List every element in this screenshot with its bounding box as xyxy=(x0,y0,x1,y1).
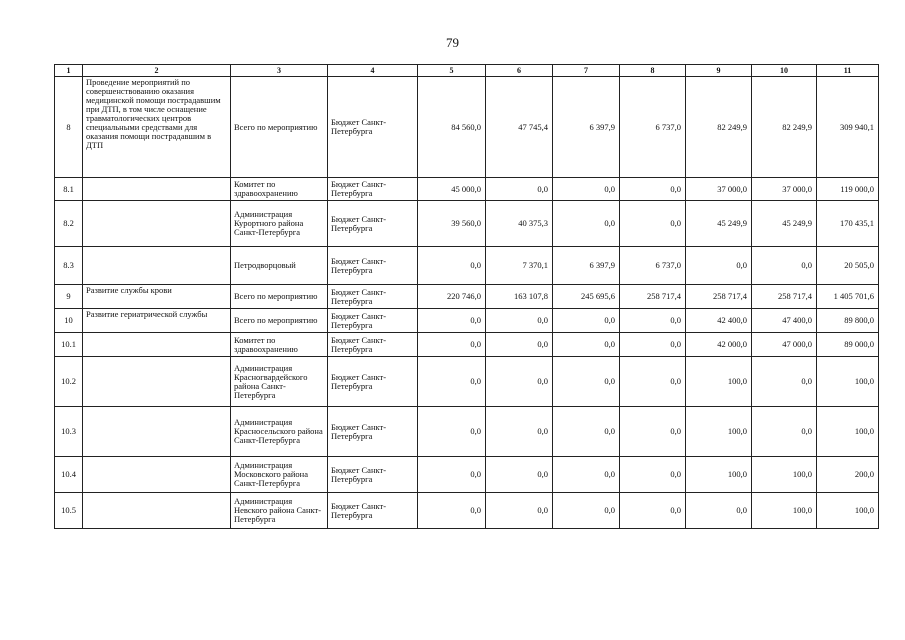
row-index-cell: 8.3 xyxy=(55,247,83,285)
funding-source-cell: Бюджет Санкт-Петербурга xyxy=(328,247,418,285)
value-cell: 0,0 xyxy=(418,309,486,333)
value-cell: 0,0 xyxy=(486,309,553,333)
header-cell: 7 xyxy=(553,65,620,77)
funding-source-cell: Бюджет Санкт-Петербурга xyxy=(328,201,418,247)
activity-name-cell xyxy=(83,407,231,457)
row-index-cell: 10.3 xyxy=(55,407,83,457)
value-cell: 6 397,9 xyxy=(553,247,620,285)
activity-name-cell: Развитие гериатрической службы xyxy=(83,309,231,333)
value-cell: 0,0 xyxy=(752,247,817,285)
activity-name-cell xyxy=(83,178,231,201)
value-cell: 0,0 xyxy=(620,333,686,357)
value-cell: 89 800,0 xyxy=(817,309,879,333)
activity-name-cell xyxy=(83,201,231,247)
activity-name-cell xyxy=(83,493,231,529)
value-cell: 47 000,0 xyxy=(752,333,817,357)
value-cell: 100,0 xyxy=(817,493,879,529)
table-body xyxy=(55,77,879,529)
header-cell: 8 xyxy=(620,65,686,77)
activity-name-cell: Проведение мероприятий по совершенствованию оказания медицинской помощи пострадавшим при ДТП, в том числе оснащение травматологических центров специальными средствами для оказания помощи пострадавшим в ДТП xyxy=(83,77,231,178)
value-cell: 258 717,4 xyxy=(620,285,686,309)
row-index-cell: 10.4 xyxy=(55,457,83,493)
value-cell: 42 400,0 xyxy=(686,309,752,333)
value-cell: 0,0 xyxy=(418,357,486,407)
funding-source-cell: Бюджет Санкт-Петербурга xyxy=(328,357,418,407)
table-row xyxy=(55,457,879,493)
executor-cell: Всего по мероприятию xyxy=(231,285,328,309)
value-cell: 163 107,8 xyxy=(486,285,553,309)
funding-source-cell: Бюджет Санкт-Петербурга xyxy=(328,285,418,309)
row-index-cell: 10.5 xyxy=(55,493,83,529)
value-cell: 200,0 xyxy=(817,457,879,493)
row-index-cell: 8.1 xyxy=(55,178,83,201)
value-cell: 100,0 xyxy=(686,457,752,493)
executor-cell: Комитет по здравоохранению xyxy=(231,178,328,201)
value-cell: 309 940,1 xyxy=(817,77,879,178)
table-row xyxy=(55,407,879,457)
header-cell: 9 xyxy=(686,65,752,77)
value-cell: 0,0 xyxy=(620,407,686,457)
value-cell: 47 745,4 xyxy=(486,77,553,178)
header-cell: 6 xyxy=(486,65,553,77)
value-cell: 0,0 xyxy=(620,493,686,529)
value-cell: 220 746,0 xyxy=(418,285,486,309)
value-cell: 100,0 xyxy=(686,357,752,407)
value-cell: 0,0 xyxy=(553,178,620,201)
executor-cell: Комитет по здравоохранению xyxy=(231,333,328,357)
value-cell: 0,0 xyxy=(486,457,553,493)
value-cell: 245 695,6 xyxy=(553,285,620,309)
table-row xyxy=(55,247,879,285)
funding-source-cell: Бюджет Санкт-Петербурга xyxy=(328,309,418,333)
executor-cell: Администрация Красногвардейского района Санкт-Петербурга xyxy=(231,357,328,407)
executor-cell: Администрация Московского района Санкт-Петербурга xyxy=(231,457,328,493)
funding-source-cell: Бюджет Санкт-Петербурга xyxy=(328,493,418,529)
funding-source-cell: Бюджет Санкт-Петербурга xyxy=(328,407,418,457)
value-cell: 0,0 xyxy=(418,333,486,357)
executor-cell: Администрация Красносельского района Санкт-Петербурга xyxy=(231,407,328,457)
value-cell: 0,0 xyxy=(553,333,620,357)
value-cell: 0,0 xyxy=(752,357,817,407)
executor-cell: Всего по мероприятию xyxy=(231,77,328,178)
value-cell: 39 560,0 xyxy=(418,201,486,247)
header-cell: 10 xyxy=(752,65,817,77)
value-cell: 45 249,9 xyxy=(686,201,752,247)
value-cell: 100,0 xyxy=(817,407,879,457)
value-cell: 258 717,4 xyxy=(752,285,817,309)
funding-source-cell: Бюджет Санкт-Петербурга xyxy=(328,333,418,357)
value-cell: 0,0 xyxy=(486,407,553,457)
value-cell: 258 717,4 xyxy=(686,285,752,309)
value-cell: 0,0 xyxy=(620,178,686,201)
value-cell: 100,0 xyxy=(817,357,879,407)
value-cell: 0,0 xyxy=(620,357,686,407)
value-cell: 47 400,0 xyxy=(752,309,817,333)
table-row xyxy=(55,178,879,201)
header-cell: 11 xyxy=(817,65,879,77)
page-number: 79 xyxy=(446,35,459,50)
value-cell: 82 249,9 xyxy=(752,77,817,178)
table-row xyxy=(55,493,879,529)
value-cell: 0,0 xyxy=(553,201,620,247)
value-cell: 0,0 xyxy=(553,357,620,407)
header-row xyxy=(55,65,879,77)
value-cell: 0,0 xyxy=(553,407,620,457)
value-cell: 40 375,3 xyxy=(486,201,553,247)
row-index-cell: 8.2 xyxy=(55,201,83,247)
value-cell: 6 737,0 xyxy=(620,247,686,285)
value-cell: 0,0 xyxy=(418,247,486,285)
row-index-cell: 8 xyxy=(55,77,83,178)
table-row xyxy=(55,333,879,357)
value-cell: 100,0 xyxy=(752,457,817,493)
value-cell: 20 505,0 xyxy=(817,247,879,285)
table-row xyxy=(55,77,879,178)
activity-name-cell: Развитие службы крови xyxy=(83,285,231,309)
header-cell: 3 xyxy=(231,65,328,77)
value-cell: 100,0 xyxy=(752,493,817,529)
value-cell: 6 397,9 xyxy=(553,77,620,178)
activity-name-cell xyxy=(83,357,231,407)
header-cell: 2 xyxy=(83,65,231,77)
value-cell: 0,0 xyxy=(620,309,686,333)
table-row xyxy=(55,357,879,407)
value-cell: 0,0 xyxy=(686,493,752,529)
value-cell: 119 000,0 xyxy=(817,178,879,201)
value-cell: 6 737,0 xyxy=(620,77,686,178)
value-cell: 1 405 701,6 xyxy=(817,285,879,309)
value-cell: 45 249,9 xyxy=(752,201,817,247)
budget-table xyxy=(54,64,879,529)
value-cell: 0,0 xyxy=(752,407,817,457)
row-index-cell: 9 xyxy=(55,285,83,309)
table-row xyxy=(55,201,879,247)
row-index-cell: 10.2 xyxy=(55,357,83,407)
activity-name-cell xyxy=(83,333,231,357)
executor-cell: Всего по мероприятию xyxy=(231,309,328,333)
table-row xyxy=(55,285,879,309)
value-cell: 37 000,0 xyxy=(752,178,817,201)
value-cell: 0,0 xyxy=(620,457,686,493)
row-index-cell: 10 xyxy=(55,309,83,333)
value-cell: 0,0 xyxy=(553,309,620,333)
value-cell: 89 000,0 xyxy=(817,333,879,357)
row-index-cell: 10.1 xyxy=(55,333,83,357)
value-cell: 45 000,0 xyxy=(418,178,486,201)
value-cell: 84 560,0 xyxy=(418,77,486,178)
header-cell: 1 xyxy=(55,65,83,77)
activity-name-cell xyxy=(83,247,231,285)
value-cell: 100,0 xyxy=(686,407,752,457)
funding-source-cell: Бюджет Санкт-Петербурга xyxy=(328,178,418,201)
value-cell: 7 370,1 xyxy=(486,247,553,285)
value-cell: 0,0 xyxy=(486,493,553,529)
value-cell: 0,0 xyxy=(418,407,486,457)
value-cell: 82 249,9 xyxy=(686,77,752,178)
funding-source-cell: Бюджет Санкт-Петербурга xyxy=(328,457,418,493)
value-cell: 170 435,1 xyxy=(817,201,879,247)
value-cell: 0,0 xyxy=(553,457,620,493)
funding-source-cell: Бюджет Санкт-Петербурга xyxy=(328,77,418,178)
value-cell: 0,0 xyxy=(486,357,553,407)
value-cell: 37 000,0 xyxy=(686,178,752,201)
header-cell: 4 xyxy=(328,65,418,77)
value-cell: 0,0 xyxy=(553,493,620,529)
value-cell: 0,0 xyxy=(418,457,486,493)
value-cell: 0,0 xyxy=(620,201,686,247)
value-cell: 0,0 xyxy=(486,178,553,201)
activity-name-cell xyxy=(83,457,231,493)
value-cell: 0,0 xyxy=(486,333,553,357)
executor-cell: Администрация Курортного района Санкт-Петербурга xyxy=(231,201,328,247)
table-row xyxy=(55,309,879,333)
value-cell: 0,0 xyxy=(418,493,486,529)
value-cell: 0,0 xyxy=(686,247,752,285)
value-cell: 42 000,0 xyxy=(686,333,752,357)
executor-cell: Петродворцовый xyxy=(231,247,328,285)
header-cell: 5 xyxy=(418,65,486,77)
executor-cell: Администрация Невского района Санкт-Петербурга xyxy=(231,493,328,529)
